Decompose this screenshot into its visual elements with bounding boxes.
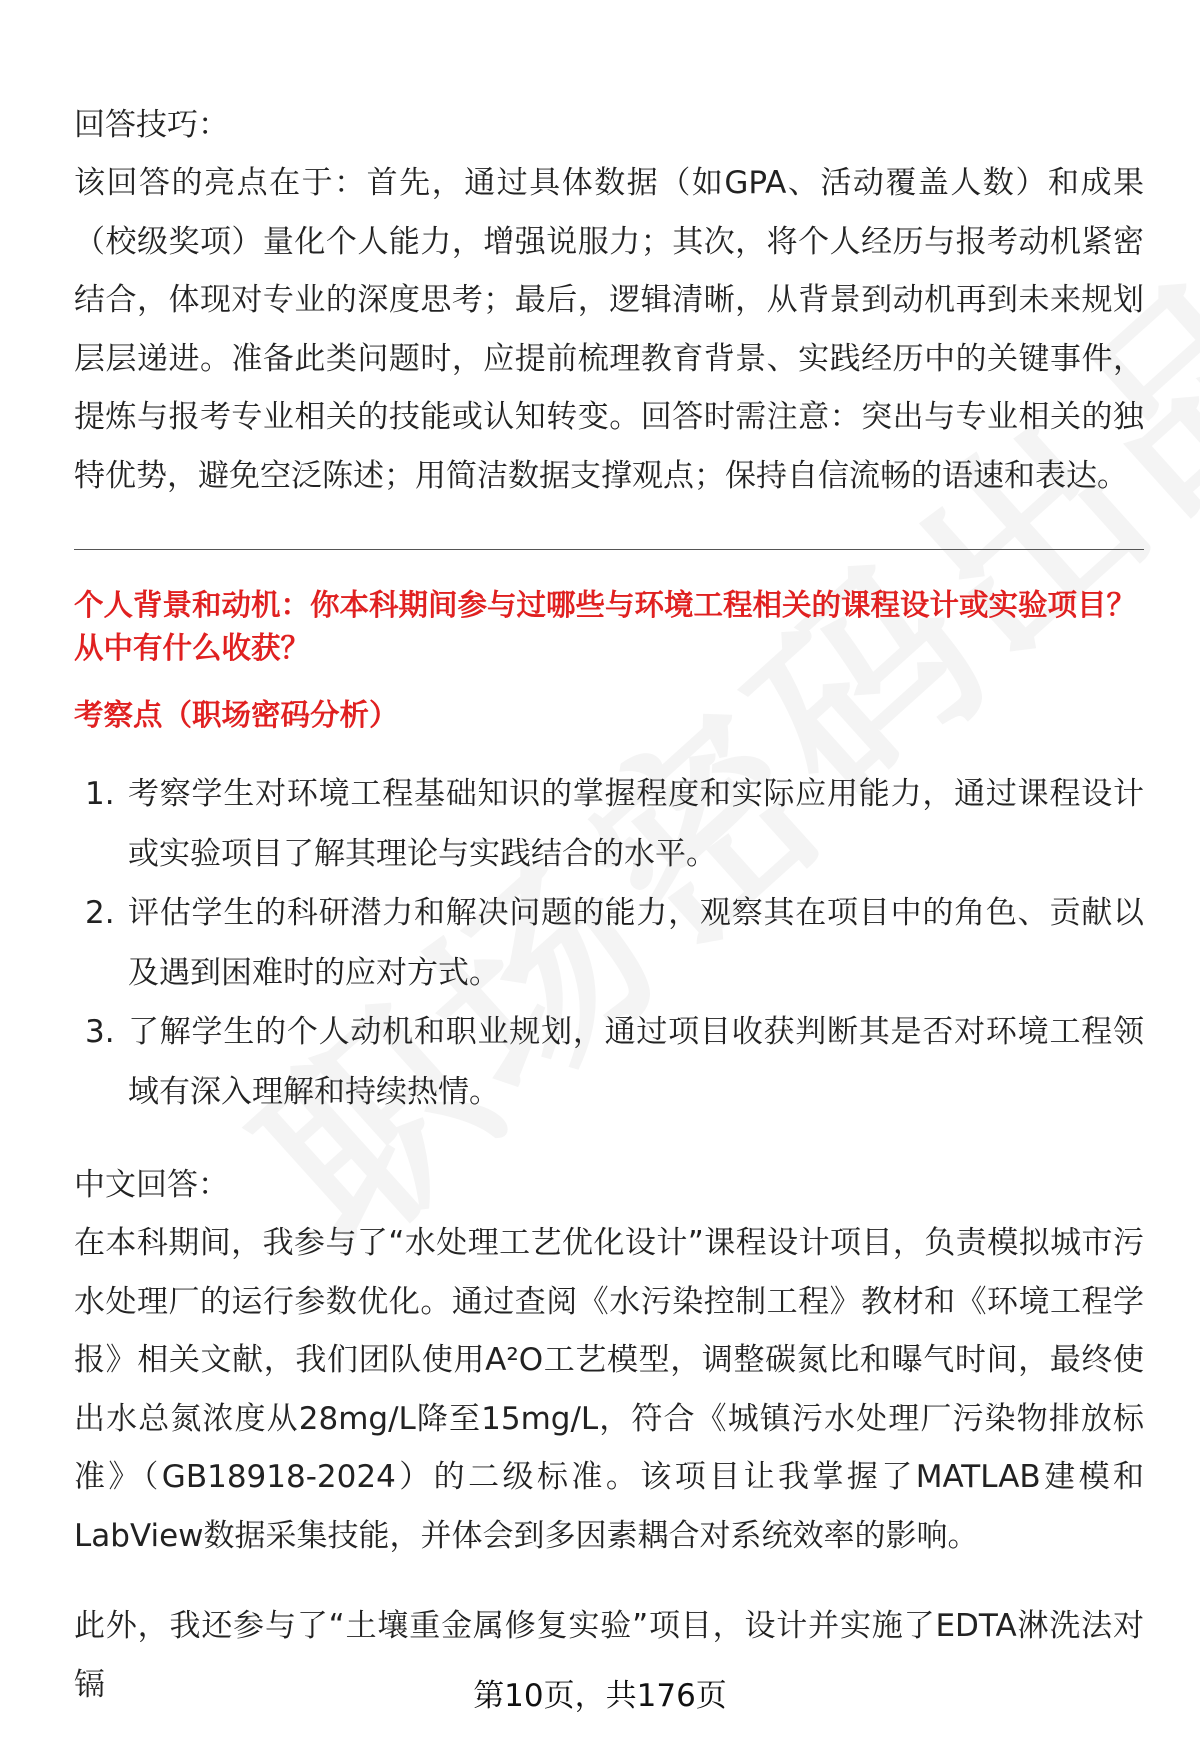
assessment-list: [74, 765, 1144, 1122]
section-divider: [74, 549, 1144, 550]
answer-paragraph-1: 在本科期间，我参与了“水处理工艺优化设计”课程设计项目，负责模拟城市污水处理厂的运行参数优化。通过查阅《水污染控制工程》教材和《环境工程学报》相关文献，我们团队使用A²O工艺模型，调整碳氮比和曝气时间，最终使出水总氮浓度从28mg/L降至15mg/L，符合《城镇污水处理厂污染物排放标准》（GB18918-2024）的二级标准。该项目让我掌握了MATLAB建模和LabView数据采集技能，并体会到多因素耦合对系统效率的影响。: [74, 1225, 1144, 1554]
list-number: 3.: [85, 1014, 115, 1050]
list-item-text: 评估学生的科研潜力和解决问题的能力，观察其在项目中的角色、贡献以及遇到困难时的应对方式。: [128, 895, 1144, 991]
page-number-footer: 第10页，共176页: [473, 1678, 727, 1714]
list-item-text: 了解学生的个人动机和职业规划，通过项目收获判断其是否对环境工程领域有深入理解和持续热情。: [128, 1014, 1144, 1110]
assessment-heading: 考察点（职场密码分析）: [74, 698, 399, 732]
tips-label: 回答技巧：: [74, 107, 229, 143]
assessment-point-2: [74, 884, 1144, 1003]
paragraph-gap: [74, 1565, 1144, 1597]
answer-paragraph-2: 此外，我还参与了“土壤重金属修复实验”项目，设计并实施了EDTA淋洗法对镉: [74, 1608, 1144, 1703]
document-page: [74, 96, 1144, 1714]
assessment-point-1: [74, 765, 1144, 884]
answer-label: 中文回答：: [74, 1167, 229, 1203]
list-item-text: 考察学生对环境工程基础知识的掌握程度和实际应用能力，通过课程设计或实验项目了解其理论与实践结合的水平。: [128, 776, 1144, 872]
list-number: 1.: [85, 776, 115, 812]
question-title: 个人背景和动机：你本科期间参与过哪些与环境工程相关的课程设计或实验项目？从中有什么收获？: [74, 588, 1137, 665]
list-number: 2.: [85, 895, 115, 931]
tips-text: 该回答的亮点在于：首先，通过具体数据（如GPA、活动覆盖人数）和成果（校级奖项）量化个人能力，增强说服力；其次，将个人经历与报考动机紧密结合，体现对专业的深度思考；最后，逻辑清晰，从背景到动机再到未来规划层层递进。准备此类问题时，应提前梳理教育背景、实践经历中的关键事件，提炼与报考专业相关的技能或认知转变。回答时需注意：突出与专业相关的独特优势，避免空泛陈述；用简洁数据支撑观点；保持自信流畅的语速和表达。: [74, 165, 1144, 494]
assessment-point-3: [74, 1003, 1144, 1122]
